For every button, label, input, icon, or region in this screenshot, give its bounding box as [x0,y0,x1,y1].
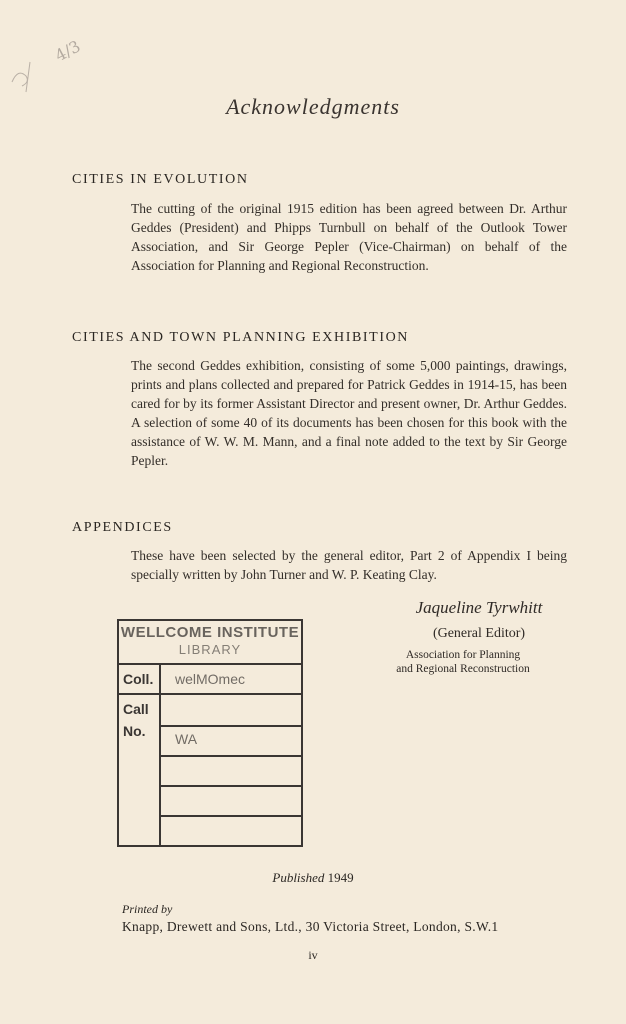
library-stamp [117,619,303,847]
stamp-header-line1: WELLCOME INSTITUTE [120,624,300,641]
section-text-appendices: These have been selected by the general editor, Part 2 of Appendix I being specially written by John Turner and W. P. Keating Clay. [131,548,567,582]
published-line [0,870,626,886]
stamp-divider [159,725,301,727]
signature-role: (General Editor) [432,626,526,641]
stamp-divider [119,693,301,695]
stamp-coll-label: Coll. [123,671,154,687]
stamp-header [119,621,301,665]
stamp-call-value: WA [175,731,198,747]
section-heading-exhibition: CITIES AND TOWN PLANNING EXHIBITION [72,330,410,345]
svg-text:4/3: 4/3 [51,36,84,66]
section-heading-appendices: APPENDICES [72,520,173,535]
stamp-divider-vertical [159,663,161,845]
printed-by-label: Printed by [122,902,173,916]
stamp-divider [159,755,301,757]
stamp-call-label: Call [123,701,149,717]
printer-text: Knapp, Drewett and Sons, Ltd., 30 Victoria Street, London, S.W.1 [122,919,499,934]
section-heading-cities-in-evolution: CITIES IN EVOLUTION [72,172,249,187]
signature-association-line2: and Regional Reconstruction [396,663,530,675]
published-year: 1949 [327,870,354,885]
stamp-divider [159,785,301,787]
stamp-header-line2: LIBRARY [178,642,242,657]
section-text-exhibition: The second Geddes exhibition, consisting of some 5,000 paintings, drawings, prints and plans collected and prepared for Patrick Geddes in 1914-15, has been cared for by its former Assistant Director and present owner, Dr. Arthur Geddes. A selection of some 40 of its documents has been chosen for this book with the assistance of W. W. M. Mann, and a final note added to the text by Sir George Pepler. [131,358,567,468]
signature-association [360,648,566,676]
page-title: Acknowledgments [226,94,400,119]
published-label: Published [272,870,325,885]
stamp-divider [159,815,301,817]
stamp-coll-value: welMOmec [175,671,246,687]
section-text-cities-in-evolution: The cutting of the original 1915 edition has been agreed between Dr. Arthur Geddes (President) and Phipps Turnbull on behalf of the Outlook Tower Association, and Sir George Pepler (Vice-Chairman) on behalf of the Association for Planning and Regional Reconstruction. [131,201,567,273]
stamp-no-label: No. [123,723,146,739]
signature-name: Jaqueline Tyrwhitt [415,598,543,617]
signature-association-line1: Association for Planning [405,649,521,661]
page-number: iv [308,948,318,962]
